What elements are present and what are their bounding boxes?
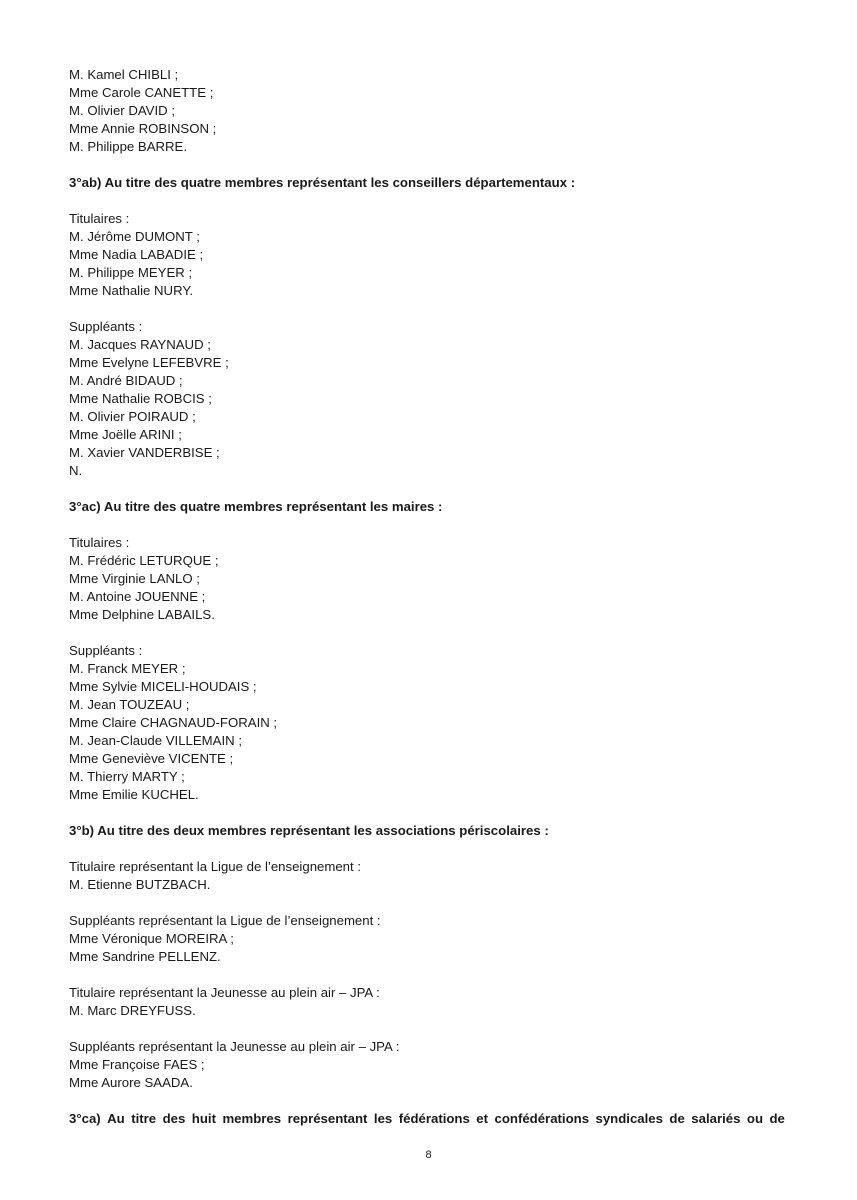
heading-word: les xyxy=(373,1111,393,1126)
heading-word: Au xyxy=(107,1111,125,1126)
section-3ca-heading xyxy=(69,1110,785,1128)
spacer xyxy=(69,156,785,174)
titulaires-label: Titulaires : xyxy=(69,535,130,550)
heading-word: titre xyxy=(131,1111,157,1126)
member-entry: M. Marc DREYFUSS. xyxy=(69,1003,196,1018)
member-entry: Mme Sylvie MICELI-HOUDAIS ; xyxy=(69,679,257,694)
member-entry: M. Franck MEYER ; xyxy=(69,661,186,676)
heading-word: de xyxy=(769,1111,785,1126)
spacer xyxy=(69,300,785,318)
member-entry: N. xyxy=(69,463,83,478)
spacer xyxy=(69,804,785,822)
section-3b xyxy=(69,822,785,1092)
titulaires-label: Titulaires : xyxy=(69,211,130,226)
member-entry: M. Jérôme DUMONT ; xyxy=(69,229,200,244)
member-entry: Mme Evelyne LEFEBVRE ; xyxy=(69,355,229,370)
member-entry: M. Thierry MARTY ; xyxy=(69,769,185,784)
heading-word: 3°ca) xyxy=(69,1111,101,1126)
page-number: 8 xyxy=(425,1149,432,1161)
heading-word: confédérations xyxy=(494,1111,590,1126)
section-heading: 3°ac) Au titre des quatre membres représentant les maires : xyxy=(69,499,443,514)
heading-word: membres xyxy=(222,1111,282,1126)
section-3ab xyxy=(69,174,785,480)
heading-word: représentant xyxy=(287,1111,368,1126)
jpa-titulaire-label: Titulaire représentant la Jeunesse au plein air – JPA : xyxy=(69,985,380,1000)
member-entry: M. André BIDAUD ; xyxy=(69,373,183,388)
section-heading: 3°b) Au titre des deux membres représentant les associations périscolaires : xyxy=(69,823,549,838)
member-entry: M. Frédéric LETURQUE ; xyxy=(69,553,219,568)
member-entry: Mme Geneviève VICENTE ; xyxy=(69,751,234,766)
member-entry: Mme Véronique MOREIRA ; xyxy=(69,931,234,946)
member-entry: Mme Françoise FAES ; xyxy=(69,1057,205,1072)
section-heading: 3°ab) Au titre des quatre membres représentant les conseillers départementaux : xyxy=(69,175,576,190)
member-entry: Mme Virginie LANLO ; xyxy=(69,571,200,586)
document-page xyxy=(69,66,785,1128)
heading-word: ou xyxy=(746,1111,764,1126)
jpa-suppleants-label: Suppléants représentant la Jeunesse au plein air – JPA : xyxy=(69,1039,400,1054)
member-entry: M. Xavier VANDERBISE ; xyxy=(69,445,220,460)
member-entry: Mme Carole CANETTE ; xyxy=(69,85,214,100)
member-entry: Mme Nathalie ROBCIS ; xyxy=(69,391,212,406)
heading-word: de xyxy=(669,1111,685,1126)
member-entry: Mme Emilie KUCHEL. xyxy=(69,787,199,802)
spacer xyxy=(69,840,785,858)
member-entry: Mme Delphine LABAILS. xyxy=(69,607,215,622)
spacer xyxy=(69,966,785,984)
member-entry: M. Kamel CHIBLI ; xyxy=(69,67,179,82)
member-entry: Mme Annie ROBINSON ; xyxy=(69,121,217,136)
spacer xyxy=(69,516,785,534)
member-list-continued xyxy=(69,66,785,156)
member-entry: M. Philippe BARRE. xyxy=(69,139,187,154)
spacer xyxy=(69,1020,785,1038)
member-entry: Mme Nadia LABADIE ; xyxy=(69,247,204,262)
member-entry: Mme Aurore SAADA. xyxy=(69,1075,193,1090)
member-entry: M. Jacques RAYNAUD ; xyxy=(69,337,211,352)
section-3ac xyxy=(69,498,785,804)
spacer xyxy=(69,624,785,642)
member-entry: Mme Claire CHAGNAUD-FORAIN ; xyxy=(69,715,278,730)
heading-word: huit xyxy=(191,1111,216,1126)
heading-word: fédérations xyxy=(398,1111,470,1126)
heading-word: des xyxy=(162,1111,186,1126)
member-entry: M. Jean TOUZEAU ; xyxy=(69,697,190,712)
ligue-suppleants-label: Suppléants représentant la Ligue de l’enseignement : xyxy=(69,913,381,928)
spacer xyxy=(69,480,785,498)
suppleants-label: Suppléants : xyxy=(69,319,143,334)
member-entry: M. Etienne BUTZBACH. xyxy=(69,877,211,892)
member-entry: Mme Nathalie NURY. xyxy=(69,283,194,298)
ligue-titulaire-label: Titulaire représentant la Ligue de l’enseignement : xyxy=(69,859,362,874)
member-entry: M. Antoine JOUENNE ; xyxy=(69,589,206,604)
spacer xyxy=(69,1092,785,1110)
member-entry: M. Olivier DAVID ; xyxy=(69,103,175,118)
suppleants-label: Suppléants : xyxy=(69,643,143,658)
member-entry: M. Philippe MEYER ; xyxy=(69,265,193,280)
member-entry: M. Olivier POIRAUD ; xyxy=(69,409,196,424)
heading-word: et xyxy=(476,1111,489,1126)
member-entry: Mme Joëlle ARINI ; xyxy=(69,427,182,442)
heading-word: salariés xyxy=(691,1111,741,1126)
spacer xyxy=(69,192,785,210)
spacer xyxy=(69,894,785,912)
member-entry: Mme Sandrine PELLENZ. xyxy=(69,949,221,964)
member-entry: M. Jean-Claude VILLEMAIN ; xyxy=(69,733,242,748)
heading-word: syndicales xyxy=(595,1111,663,1126)
